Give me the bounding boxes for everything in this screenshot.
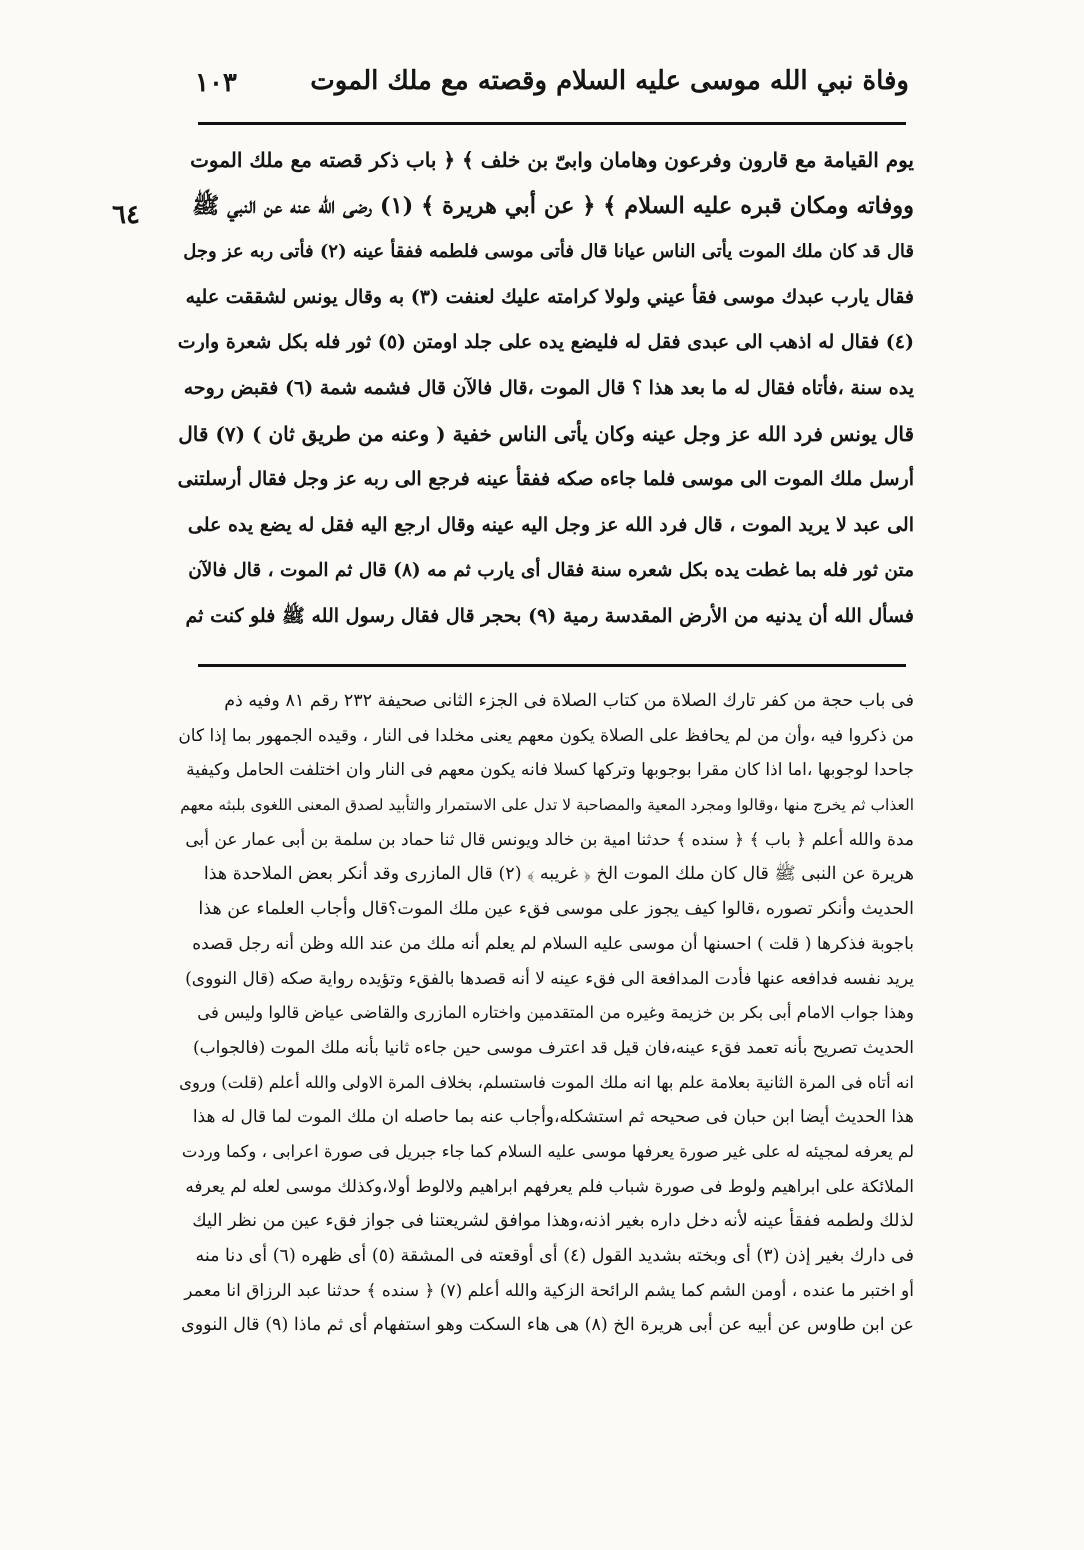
text-line: قال يونس فرد الله عز وجل عينه وكان يأتى الناس خفية ( وعنه من طريق ثان ) (٧) قال xyxy=(178,421,914,446)
running-header xyxy=(195,62,909,110)
text-line: يده سنة ،فأتاه فقال له ما بعد هذا ؟ قال الموت ،قال فالآن قال فشمه شمة (٦) فقبض روحه xyxy=(183,376,914,399)
footnote-line: هذا الحديث أيضا ابن حبان فى صحيحه ثم استشكله،وأجاب عنه بما حاصله ان ملك الموت لما قال له هذا xyxy=(192,1107,914,1128)
footnote-line: باجوبة فذكرها ( قلت ) احسنها أن موسى عليه السلام لم يعلم أنه ملك من عند الله وظن أنه رجل قصده xyxy=(192,933,914,954)
header-rule xyxy=(198,122,906,125)
footnote-line: الحديث تصريح بأنه تعمد فقء عينه،فان قيل قد اعترف موسى حين جاءه ثانيا بأنه ملك الموت (فالجواب) xyxy=(193,1037,914,1058)
footnote-line: مدة والله أعلم ﴿ باب ﴾ ﴿ سنده ﴾ حدثنا امية بن خالد ويونس قال ثنا حماد بن سلمة بن أبى عمار عن أبى xyxy=(185,829,914,850)
hadith-number: ٦٤ xyxy=(112,200,140,230)
text-line: فسأل الله أن يدنيه من الأرض المقدسة رمية (٩) بحجر قال فقال رسول الله ﷺ فلو كنت ثم xyxy=(185,604,914,627)
footnote-line: الحديث وأنكر تصوره ،قالوا كيف يجوز على موسى فقء عين ملك الموت؟قال وأجاب العلماء عن هذا xyxy=(198,899,914,920)
text-line: قال قد كان ملك الموت يأتى الناس عيانا قال فأتى موسى فلطمه ففقأ عينه (٢) فأتى ربه عز وجل xyxy=(183,241,914,263)
footnote-line: لم يعرفه لمجيئه له على غير صورة يعرفها موسى عليه السلام كما جاء جبريل فى صورة اعرابى ، وكما وردت xyxy=(181,1141,914,1161)
footnote-line: هريرة عن النبى ﷺ قال كان ملك الموت الخ ﴿ غريبه ﴾ (٢) قال المازرى وقد أنكر بعض الملاحدة هذا xyxy=(203,864,914,885)
text-line: ووفاته ومكان قبره عليه السلام ﴾ ﴿ عن أبي هريرة ﴾ (١) رضى الله عنه عن النبي ﷺ xyxy=(192,192,914,219)
page-number: ١٠٣ xyxy=(195,68,237,98)
footnote-line: لذلك ولطمه ففقأ عينه لأنه دخل داره بغير اذنه،وهذا موافق لشريعتنا فى جواز فقء عين من نظر اليك xyxy=(192,1211,914,1232)
text-line: الى عبد لا يريد الموت ، قال فرد الله عز وجل اليه عينه وقال ارجع اليه فقل له يضع يده على xyxy=(187,513,914,536)
footnote-line: عن ابن طاوس عن أبيه عن أبى هريرة الخ (٨) هى هاء السكت وهو استفهام أى ثم ماذا (٩) قال النووى xyxy=(181,1315,914,1336)
text-line: متن ثور فله بما غطت يده بكل شعره سنة فقال أى يارب ثم مه (٨) قال ثم الموت ، قال فالآن xyxy=(188,560,914,582)
footnote-line: فى دارك بغير إذن (٣) أى وبخته بشديد القول (٤) أى أوقعته فى المشقة (٥) أى ظهره (٦) أى دنا منه xyxy=(195,1246,914,1266)
page-title: وفاة نبي الله موسى عليه السلام وقصته مع ملك الموت xyxy=(310,66,909,96)
footnote-line: وهذا جواب الامام أبى بكر بن خزيمة وغيره من المتقدمين واختاره المازرى والقاضى عياض قالوا وليس فى xyxy=(197,1003,914,1023)
footnote-line: جاحدا لوجوبها ،اما اذا كان مقرا بوجوبها وتركها كسلا فانه يكون معهم فى النار وان اختلفت الحامل وكيفية xyxy=(186,760,914,781)
footnote-line: من ذكروا فيه ،وأن من لم يحافظ على الصلاة يكون معهم يعنى مخلدا فى النار ، وقيده الجمهور بما إذا كان xyxy=(178,725,914,746)
text-line: أرسل ملك الموت الى موسى فلما جاءه صكه ففقأ عينه فرجع الى ربه عز وجل فقال أرسلتنى xyxy=(178,468,914,491)
text-line: يوم القيامة مع قارون وفرعون وهامان وابىّ بن خلف ﴾ ﴿ باب ذكر قصته مع ملك الموت xyxy=(190,148,914,172)
footnote-separator xyxy=(198,664,906,667)
footnote-line: العذاب ثم يخرج منها ،وقالوا ومجرد المعية والمصاحبة لا تدل على الاستمرار والتأبيد لصدق المعنى اللغوى بلبثه معهم xyxy=(180,796,914,815)
text-line: (٤) فقال له اذهب الى عبدى فقل له فليضع يده على جلد اومتن (٥) ثور فله بكل شعرة وارت xyxy=(178,331,914,354)
footnote-line: يريد نفسه فدافعه عنها فأدت المدافعة الى فقء عينه لا أنه قصدها بالفقء وتؤيده رواية صكه (قال النووى) xyxy=(185,968,914,989)
main-text xyxy=(178,138,914,640)
footnote-line: انه أتاه فى المرة الثانية بعلامة علم بها انه ملك الموت فاستسلم، بخلاف المرة الاولى والله أعلم (قلت) وروى xyxy=(179,1072,914,1092)
text-line: فقال يارب عبدك موسى فقأ عيني ولولا كرامته عليك لعنفت (٣) به وقال يونس لشققت عليه xyxy=(185,285,914,308)
footnote-line: فى باب حجة من كفر تارك الصلاة من كتاب الصلاة فى الجزء الثانى صحيفة ٢٣٢ رقم ٨١ وفيه ذم xyxy=(224,691,914,711)
footnote-line: أو اختبر ما عنده ، أومن الشم كما يشم الرائحة الزكية والله أعلم (٧) ﴿ سنده ﴾ حدثنا عبد الرزاق انا معمر xyxy=(184,1280,914,1301)
footnote-line: الملائكة على ابراهيم ولوط فى صورة شباب فلم يعرفهم ابراهيم ولالوط أولا،وكذلك موسى لعله لم يعرفه xyxy=(185,1176,914,1197)
footnotes xyxy=(178,684,914,1343)
